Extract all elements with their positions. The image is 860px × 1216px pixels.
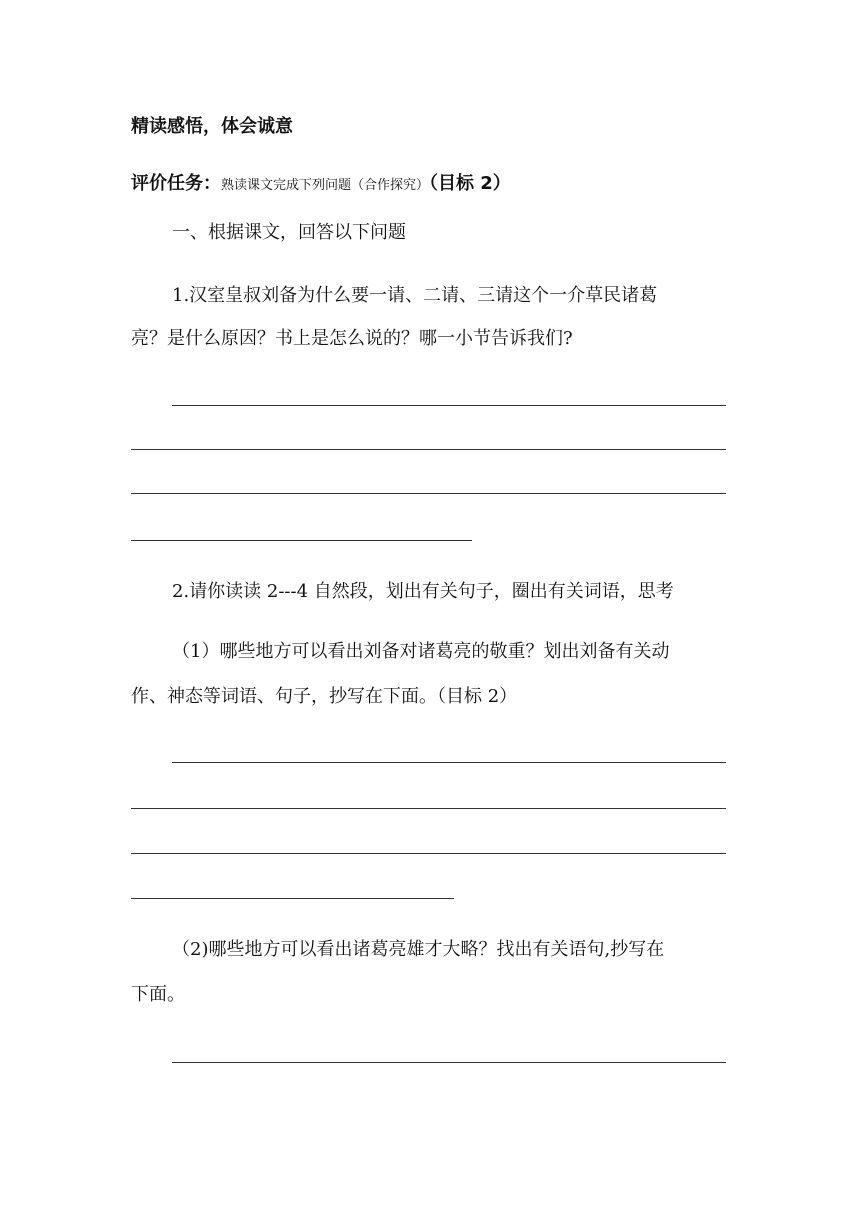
- task-description: 熟读课文完成下列问题（合作探究）: [221, 178, 430, 193]
- question-1-line-1: 1.汉室皇叔刘备为什么要一请、二请、三请这个一介草民诸葛: [172, 285, 658, 306]
- answer-line: [131, 493, 726, 494]
- answer-line: [131, 540, 472, 541]
- answer-line: [131, 853, 726, 854]
- question-2-intro: 2.请你读读 2---4 自然段，划出有关句子，圈出有关词语，思考: [172, 581, 674, 602]
- answer-line: [172, 762, 726, 763]
- question-2-sub1-line-1: （1）哪些地方可以看出刘备对诸葛亮的敬重？划出刘备有关动: [172, 641, 670, 662]
- answer-line: [131, 449, 726, 450]
- question-1-line-2: 亮？是什么原因？书上是怎么说的？哪一小节告诉我们?: [131, 328, 573, 349]
- answer-line: [131, 808, 726, 809]
- answer-line: [172, 1062, 726, 1063]
- question-2-sub2-line-2: 下面。: [131, 984, 185, 1005]
- question-2-sub2-line-1: （2)哪些地方可以看出诸葛亮雄才大略？找出有关语句,抄写在: [172, 939, 665, 960]
- question-2-sub1-line-2: 作、神态等词语、句子，抄写在下面。（目标 2）: [131, 686, 518, 707]
- answer-line: [131, 898, 454, 899]
- task-goal: （目标 2）: [429, 173, 511, 194]
- section-title: 精读感悟，体会诚意: [131, 116, 293, 137]
- answer-line: [172, 405, 726, 406]
- task-label: 评价任务：: [131, 173, 221, 194]
- evaluation-task: [131, 172, 511, 198]
- part-heading: 一、根据课文，回答以下问题: [172, 222, 406, 243]
